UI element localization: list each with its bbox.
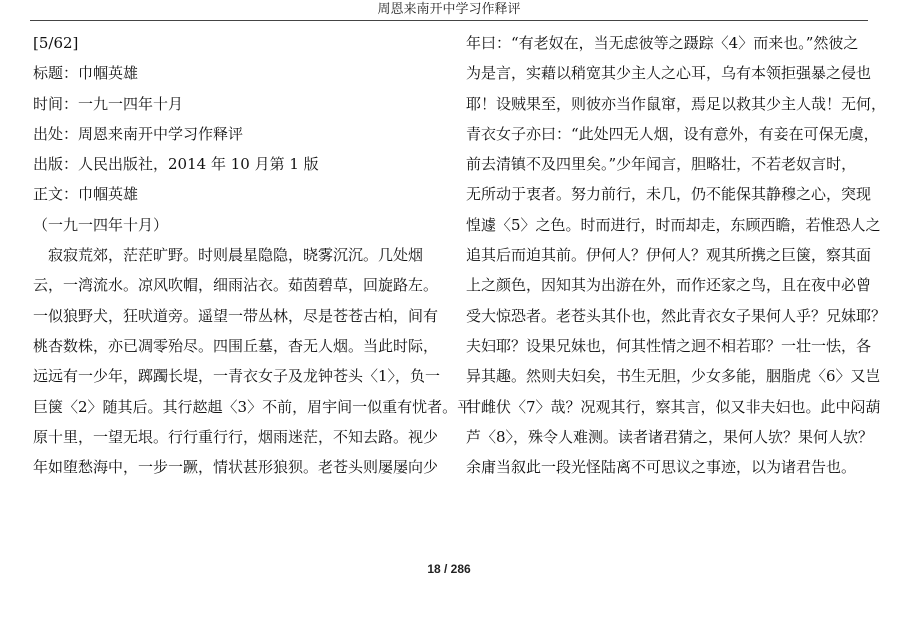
text-line: 甘雌伏〈7〉哉？况观其行，察其言，似又非夫妇也。此中闷葫 xyxy=(466,397,881,416)
text-line: 前去清镇不及四里矣。”少年闻言，胆略壮，不若老奴言时， xyxy=(466,155,857,174)
text-line: 巨箧〈2〉随其后。其行趑趄〈3〉不前，眉宇间一似重有忧者。平 xyxy=(33,397,473,416)
text-line: 寂寂荒郊，茫茫旷野。时则晨星隐隐，晓雾沉沉。几处烟 xyxy=(33,246,424,265)
left-column xyxy=(33,28,473,482)
text-line: （一九一四年十月） xyxy=(33,215,169,234)
text-line: 受大惊恐者。老苍头其仆也，然此青衣女子果何人乎？兄妹耶？ xyxy=(466,306,887,325)
text-line: 标题：巾帼英雄 xyxy=(33,64,139,83)
text-line: 一似狼野犬，狂吠道旁。遥望一带丛林，尽是苍苍古柏，间有 xyxy=(33,306,439,325)
text-line: 上之颜色，因知其为出游在外，而作还家之鸟，且在夜中必曾 xyxy=(466,276,872,295)
text-line: 正文：巾帼英雄 xyxy=(33,185,139,204)
text-line: 余庸当叙此一段光怪陆离不可思议之事迹，以为诸君告也。 xyxy=(466,458,857,477)
text-line: 青衣女子亦曰：“此处四无人烟，设有意外，有妾在可保无虞， xyxy=(466,124,879,143)
text-line: 桃杏数株，亦已凋零殆尽。四围丘墓，杳无人烟。当此时际， xyxy=(33,336,439,355)
page-number: 18 / 286 xyxy=(427,562,471,576)
text-line: 出版：人民出版社，2014 年 10 月第 1 版 xyxy=(33,155,319,174)
text-line: 年曰：“有老奴在，当无虑彼等之蹑踪〈4〉而来也。”然彼之 xyxy=(466,34,859,52)
text-line: 异其趣。然则夫妇矣，书生无胆，少女多能，胭脂虎〈6〉又岂 xyxy=(466,367,881,386)
text-line: 夫妇耶？设果兄妹也，何其性情之迥不相若耶？一壮一怯，各 xyxy=(466,336,872,355)
text-line: 耶！设贼果至，则彼亦当作鼠窜，焉足以救其少主人哉！无何， xyxy=(466,94,887,113)
text-line: 年如堕愁海中，一步一蹶，情状甚形狼狈。老苍头则屡屡向少 xyxy=(33,458,439,477)
text-line: 远远有一少年，踯躅长堤，一青衣女子及龙钟苍头〈1〉，负一 xyxy=(33,367,441,386)
text-line: 云，一湾流水。凉风吹帽，细雨沾衣。茹茵碧草，回旋路左。 xyxy=(33,276,439,295)
running-header: 周恩来南开中学习作释评 xyxy=(377,2,521,17)
text-line: 无所动于衷者。努力前行，未几，仍不能保其静穆之心，突现 xyxy=(466,185,872,204)
text-line: 惶遽〈5〉之色。时而进行，时而却走，东顾西瞻，若惟恐人之 xyxy=(466,215,881,234)
text-line: 出处：周恩来南开中学习作释评 xyxy=(33,124,244,143)
text-line: 追其后而迫其前。伊何人？伊何人？观其所携之巨箧，察其面 xyxy=(466,246,872,265)
text-line: 时间：一九一四年十月 xyxy=(33,94,184,113)
header-rule xyxy=(30,20,868,21)
text-line: 芦〈8〉，殊令人难测。读者诸君猜之，果何人欤？果何人欤？ xyxy=(466,427,874,446)
text-line: 原十里，一望无垠。行行重行行，烟雨迷茫，不知去路。视少 xyxy=(33,427,439,446)
text-line: 为是言，实藉以稍宽其少主人之心耳，乌有本领拒强暴之侵也 xyxy=(466,64,872,83)
right-column xyxy=(466,28,887,482)
text-line: [5/62] xyxy=(33,34,79,52)
